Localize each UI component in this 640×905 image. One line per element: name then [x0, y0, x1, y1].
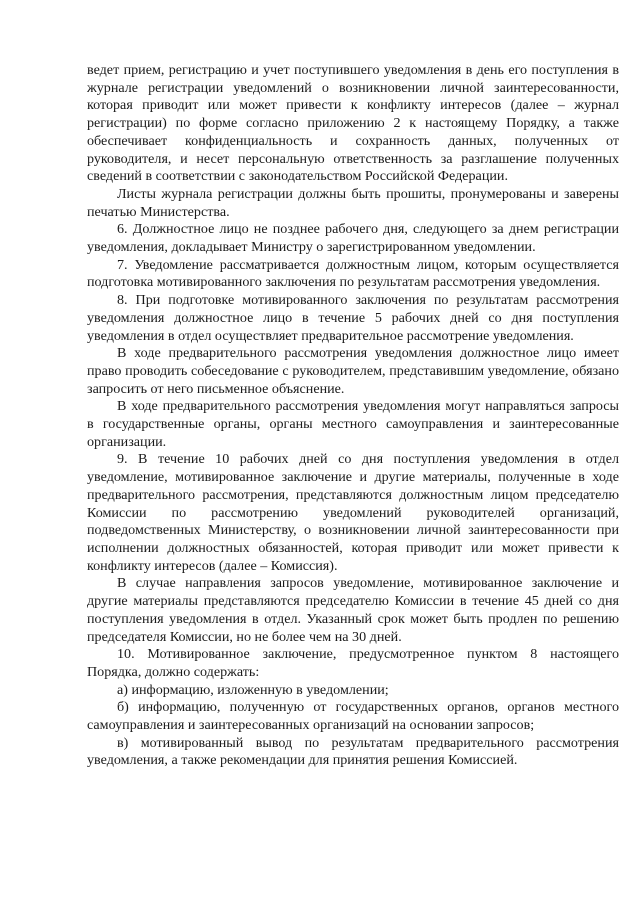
paragraph-item-10-c: в) мотивированный вывод по результатам предварительного рассмотрения уведомления, а также рекомендации для принятия решения Комиссией.: [87, 734, 619, 769]
paragraph-item-7: 7. Уведомление рассматривается должностным лицом, которым осуществляется подготовка мотивированного заключения по результатам рассмотрения уведомления.: [87, 256, 619, 291]
paragraph-journal-sheets: Листы журнала регистрации должны быть прошиты, пронумерованы и заверены печатью Министерства.: [87, 185, 619, 220]
paragraph-continuation: ведет прием, регистрацию и учет поступившего уведомления в день его поступления в журнале регистрации уведомлений о возникновении личной заинтересованности, которая приводит или может привести к конфликту интересов (далее – журнал регистрации) по форме согласно приложению 2 к настоящему Порядку, а также обеспечивает конфиденциальность и сохранность данных, полученных от руководителя, и несет персональную ответственность за разглашение полученных сведений в соответствии с законодательством Российской Федерации.: [87, 62, 619, 185]
paragraph-requests: В ходе предварительного рассмотрения уведомления могут направляться запросы в государственные органы, органы местного самоуправления и заинтересованные организации.: [87, 398, 619, 450]
paragraph-item-9: 9. В течение 10 рабочих дней со дня поступления уведомления в отдел уведомление, мотивированное заключение и другие материалы, полученные в ходе предварительного рассмотрения, представляются должностным лицом председателю Комиссии по рассмотрению уведомлений руководителей организаций, подведомственных Министерству, о возникновении личной заинтересованности при исполнении должностных обязанностей, которая приводит или может привести к конфликту интересов (далее – Комиссия).: [87, 451, 619, 574]
paragraph-item-10-b: б) информацию, полученную от государственных органов, органов местного самоуправления и заинтересованных организаций на основании запросов;: [87, 699, 619, 734]
paragraph-item-10-a: а) информацию, изложенную в уведомлении;: [117, 681, 389, 698]
paragraph-interview: В ходе предварительного рассмотрения уведомления должностное лицо имеет право проводить собеседование с руководителем, представившим уведомление, обязано запросить от него письменное объяснение.: [87, 345, 619, 397]
paragraph-item-8: 8. При подготовке мотивированного заключения по результатам рассмотрения уведомления должностное лицо в течение 5 рабочих дней со дня поступления уведомления в отдел осуществляет предварительное рассмотрение уведомления.: [87, 292, 619, 344]
paragraph-item-10: 10. Мотивированное заключение, предусмотренное пунктом 8 настоящего Порядка, должно содержать:: [87, 646, 619, 680]
paragraph-request-deadline: В случае направления запросов уведомление, мотивированное заключение и другие материалы представляются председателю Комиссии в течение 45 дней со дня поступления уведомления в отдел. Указанный срок может быть продлен по решению председателя Комиссии, но не более чем на 30 дней.: [87, 575, 619, 645]
paragraph-item-6: 6. Должностное лицо не позднее рабочего дня, следующего за днем регистрации уведомления, докладывает Министру о зарегистрированном уведомлении.: [87, 221, 619, 256]
document-body: [87, 62, 619, 770]
